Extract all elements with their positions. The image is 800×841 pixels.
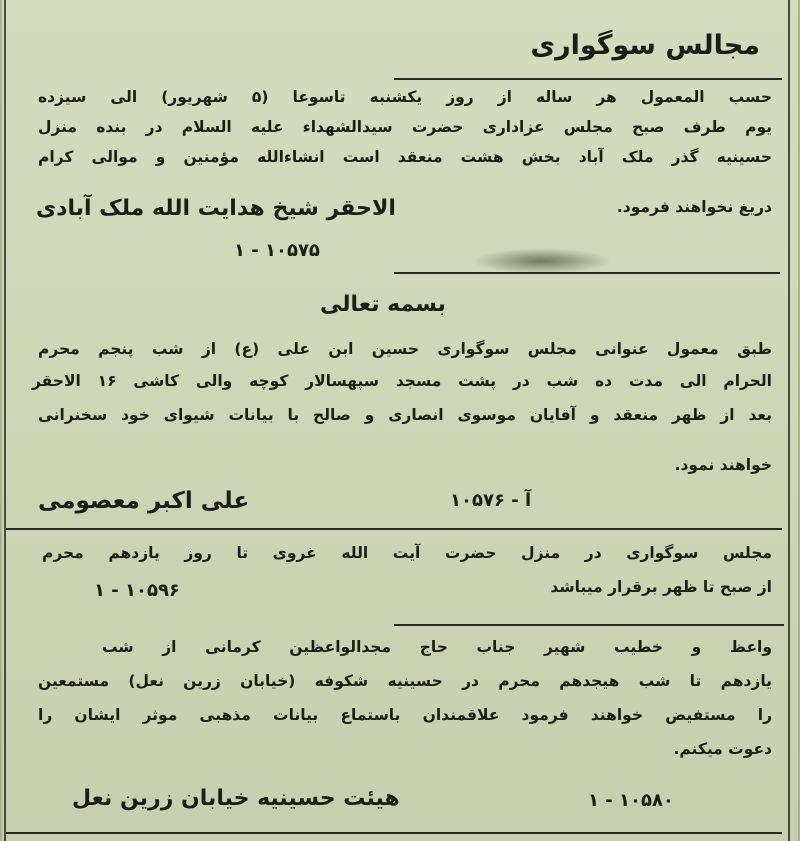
- notice2-bottom-rule: [6, 528, 782, 530]
- notice1-line-2: یوم طرف صبح مجلس عزاداری حضرت سیدالشهداء علیه السلام در بنده منزل: [38, 118, 772, 136]
- right-column-border: [788, 0, 790, 841]
- notice2-line-4: خواهند نمود.: [674, 456, 772, 474]
- notice3-code: ۱ - ۱۰۵۹۶: [94, 580, 180, 601]
- notice2-signature: علی اکبر معصومی: [38, 488, 250, 514]
- notice4-line-2: یازدهم تا شب هیجدهم محرم در حسینیه شکوفه (خیابان زرین نعل) مستمعین: [38, 672, 772, 690]
- notice4-code: ۱ - ۱۰۵۸۰: [588, 790, 674, 811]
- notice1-code: ۱ - ۱۰۵۷۵: [234, 240, 320, 261]
- notice1-signature: الاحقر شیخ هدایت الله ملک آبادی: [36, 196, 396, 221]
- notice3-line-1: مجلس سوگواری در منزل حضرت آیت الله غروی تا روز یازدهم محرم: [42, 544, 772, 562]
- left-column-border: [4, 0, 6, 841]
- notice4-line-4: دعوت میکنم.: [673, 740, 772, 758]
- notice1-title: مجالس سوگواری: [530, 30, 760, 61]
- notice2-code: آ - ۱۰۵۷۶: [450, 490, 532, 511]
- notice1-line-1: حسب المعمول هر ساله از روز یکشنبه تاسوعا (۵ شهریور) الی سیزده: [38, 88, 772, 106]
- notice1-title-rule: [394, 78, 782, 80]
- notice2-line-2: الحرام الی مدت ده شب در پشت مسجد سپهسالار کوچه والی کاشی ۱۶ الاحقر: [32, 372, 772, 390]
- ink-smudge: [472, 248, 612, 274]
- notice2-title: بسمه تعالی: [320, 292, 446, 317]
- notice4-line-3: را مستفیض خواهند فرمود علاقمندان باستماع بیانات مذهبی موثر ایشان را: [38, 706, 772, 724]
- notice4-line-1: واعظ و خطیب شهیر جناب حاج مجدالواعظین کرمانی از شب: [102, 638, 772, 656]
- notice1-line-3: حسینیه گذر ملک آباد بخش هشت منعقد است انشاءالله مؤمنین و موالی کرام: [38, 148, 772, 166]
- notice4-bottom-rule: [6, 832, 782, 834]
- notice3-bottom-rule: [394, 624, 784, 626]
- notice2-line-1: طبق معمول عنوانی مجلس سوگواری حسین ابن علی (ع) از شب پنجم محرم: [38, 340, 772, 358]
- notice4-signature: هیئت حسینیه خیابان زرین نعل: [72, 786, 400, 811]
- notice1-bottom-rule: [394, 272, 780, 274]
- notice3-line-2: از صبح تا ظهر برقرار میباشد: [550, 578, 772, 596]
- notice1-line-4: دریغ نخواهند فرمود.: [616, 198, 772, 216]
- notice2-line-3: بعد از ظهر منعقد و آقایان موسوی انصاری و صالح با بیانات شیوای خود سخنرانی: [38, 406, 772, 424]
